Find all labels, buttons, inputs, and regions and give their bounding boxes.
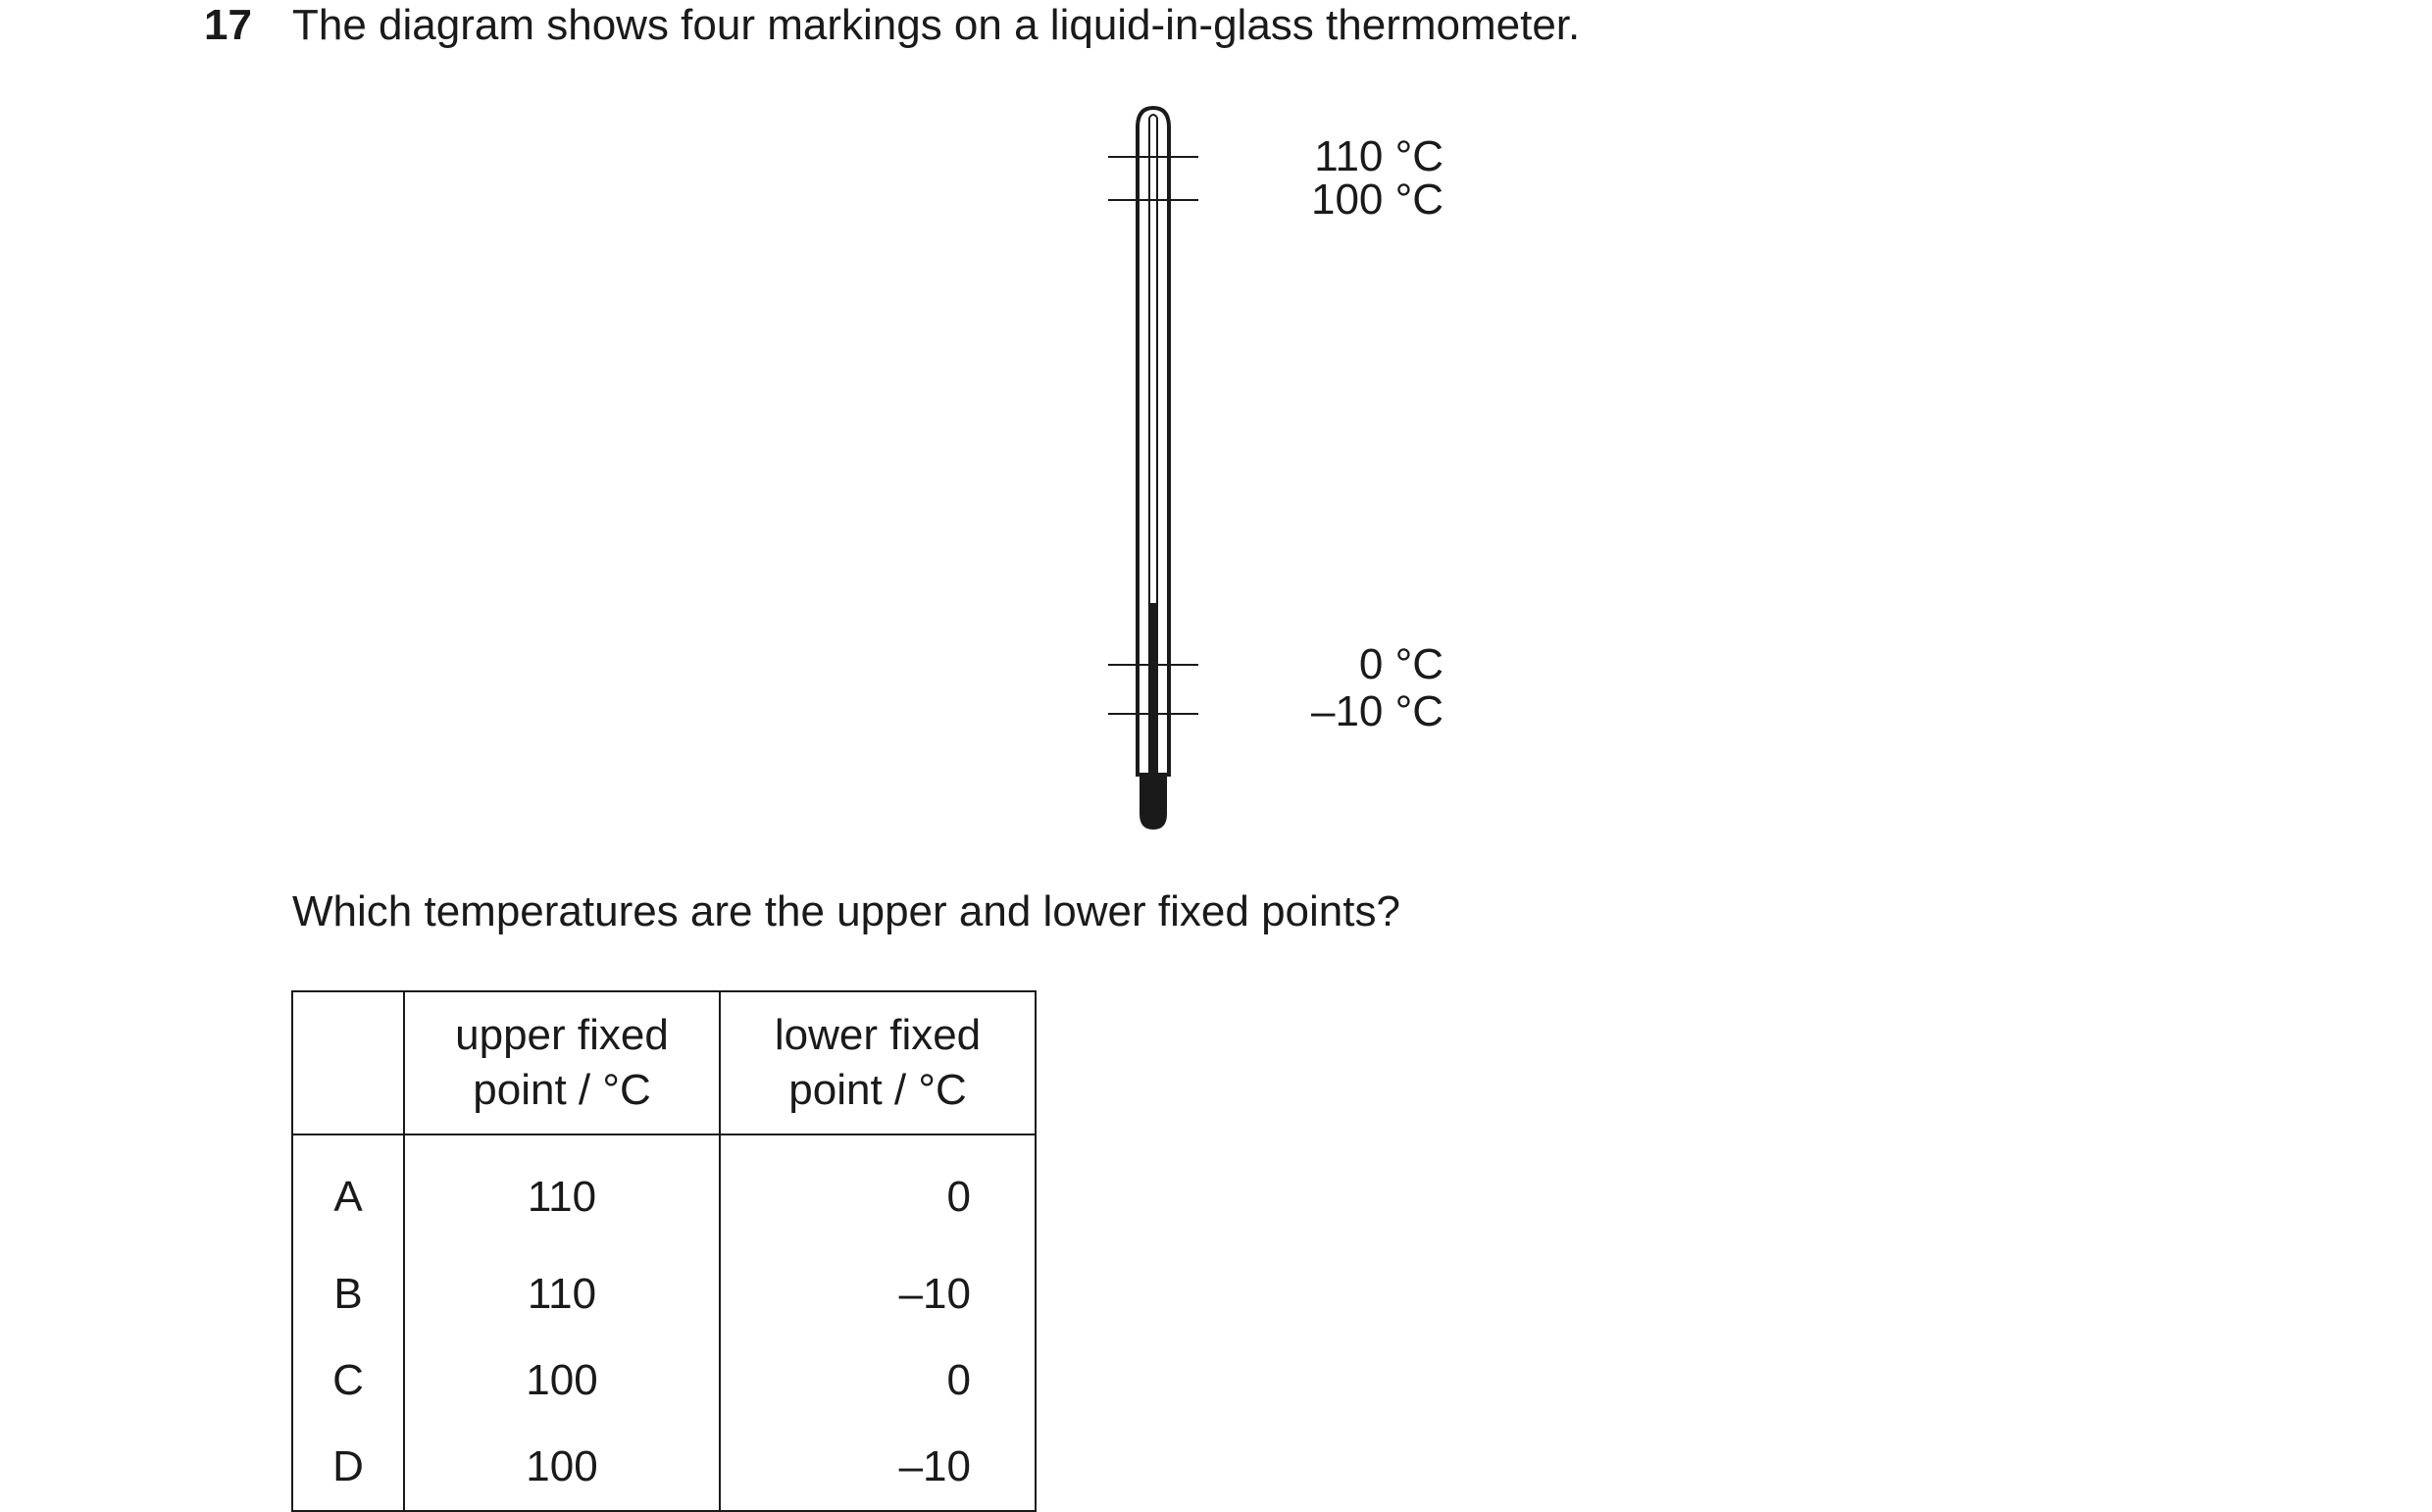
option-lower-value: –10 <box>898 1270 971 1318</box>
marking-label-0: 0 °C <box>1358 640 1444 688</box>
option-lower-cell <box>720 1251 1036 1337</box>
option-letter: D <box>292 1424 404 1511</box>
option-upper-value: 100 <box>404 1337 720 1424</box>
header-upper-fixed-point <box>404 991 720 1134</box>
marking-label-minus10: –10 °C <box>1310 687 1444 735</box>
option-row-d[interactable] <box>292 1424 1036 1511</box>
header-upper-line2: point / °C <box>473 1066 651 1114</box>
option-lower-value: –10 <box>898 1442 971 1490</box>
options-table <box>291 990 1037 1512</box>
header-lower-line1: lower fixed <box>774 1011 982 1059</box>
option-upper-value: 110 <box>404 1251 720 1337</box>
option-row-b[interactable] <box>292 1251 1036 1337</box>
option-row-a[interactable] <box>292 1134 1036 1251</box>
option-lower-value: 0 <box>946 1173 971 1221</box>
question-stem: The diagram shows four markings on a liquid-in-glass thermometer. <box>292 1 1581 49</box>
header-lower-line2: point / °C <box>788 1066 967 1114</box>
option-lower-cell <box>720 1337 1036 1424</box>
thermometer-diagram <box>1079 98 1444 843</box>
option-letter: C <box>292 1337 404 1424</box>
option-lower-cell <box>720 1134 1036 1251</box>
marking-label-100: 100 °C <box>1310 176 1444 224</box>
marking-label-110: 110 °C <box>1314 132 1444 180</box>
question-prompt: Which temperatures are the upper and lower fixed points? <box>292 887 1400 935</box>
option-letter: A <box>292 1134 404 1251</box>
header-lower-fixed-point <box>720 991 1036 1134</box>
option-row-c[interactable] <box>292 1337 1036 1424</box>
option-upper-value: 100 <box>404 1424 720 1511</box>
liquid-column <box>1149 603 1157 775</box>
option-lower-cell <box>720 1424 1036 1511</box>
option-letter: B <box>292 1251 404 1337</box>
option-upper-value: 110 <box>404 1134 720 1251</box>
thermometer-bulb <box>1140 773 1167 830</box>
header-upper-line1: upper fixed <box>455 1011 669 1059</box>
table-header-row <box>292 991 1036 1134</box>
header-letter <box>292 991 404 1134</box>
option-lower-value: 0 <box>946 1356 971 1404</box>
question-number: 17 <box>204 1 252 49</box>
